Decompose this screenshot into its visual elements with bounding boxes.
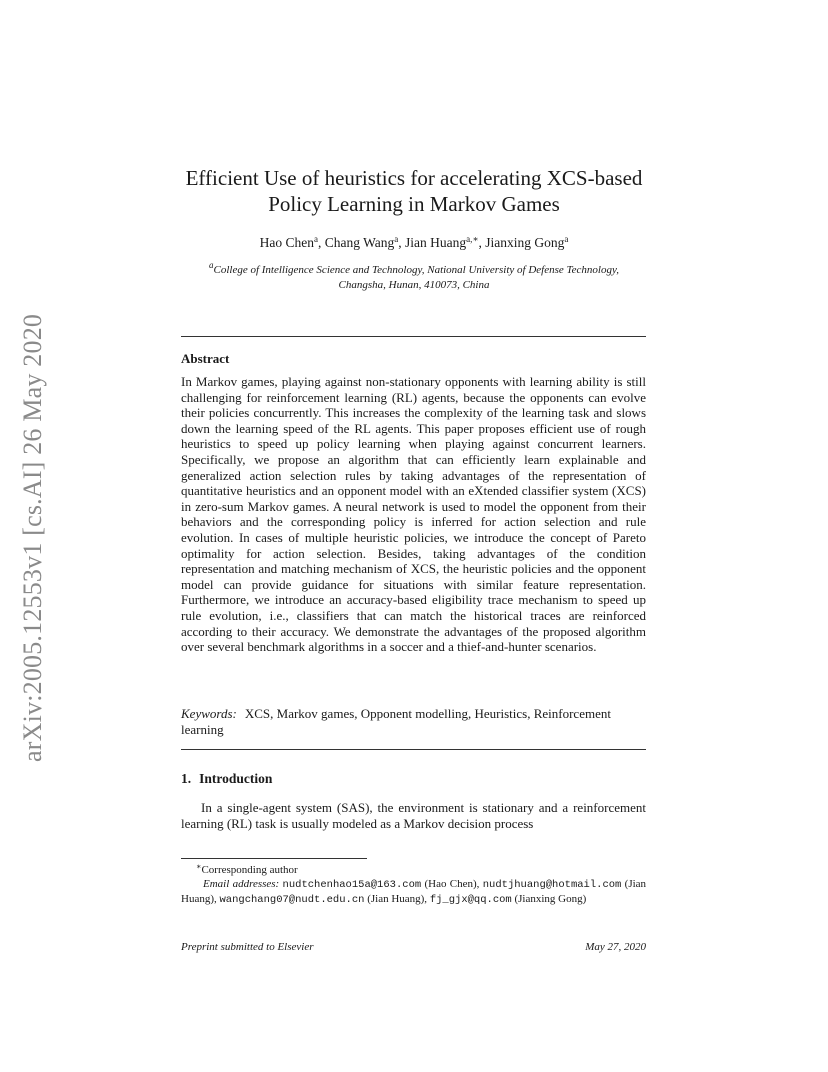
affiliation-line-2: Changsha, Hunan, 410073, China xyxy=(338,279,490,291)
section-heading xyxy=(181,771,272,787)
abstract-top-rule xyxy=(181,336,646,337)
affiliation-line-1: College of Intelligence Science and Technology, National University of Defense Technology, xyxy=(213,264,619,276)
footnote-rule xyxy=(181,858,367,859)
affiliation-mark: a xyxy=(209,260,214,270)
footnote-corresponding xyxy=(196,863,298,877)
abstract-body: In Markov games, playing against non-stationary opponents with learning ability is still challenging for reinforcement learning (RL) agents, because the opponents can evolve their policies concurrently. This increases the complexity of the learning task and slows down the learning speed of the RL agents. This paper proposes efficient use of rough heuristics to speed up policy learning when playing against concurrent learners. Specifically, we propose an algorithm that can efficiently learn explainable and generalized action selection rules by taking advantages of the representation of quantitative heuristics and an opponent model with an eXtended classifier system (XCS) in zero-sum Markov games. A neural network is used to model the opponent from their behaviors and the corresponding policy is inferred for action selection and rule evolution. In cases of multiple heuristic policies, we introduce the concept of Pareto optimality for action selection. Besides, taking advantages of the condition representation and matching mechanism of XCS, the heuristic policies and the opponent model can provide guidance for situations with similar feature representation. Furthermore, we introduce an accuracy-based eligibility trace mechanism to speed up rule evolution, i.e., classifiers that can match the historical traces are reinforced according to their accuracy. We demonstrate the advantages of the proposed algorithm over several benchmark algorithms in a soccer and a thief-and-hunter scenarios. xyxy=(181,374,646,655)
author-list: Hao Chen$^a$, Chang Wang$^a$, Jian Huang$^{a,∗}$, Jianxing Gong$^a$ xyxy=(259,234,569,250)
keywords-label: Keywords: xyxy=(181,706,237,721)
section-number: 1. xyxy=(181,771,192,786)
section-title: Introduction xyxy=(199,771,273,786)
keywords-text: XCS, Markov games, Opponent modelling, Heuristics, Reinforcement learning xyxy=(181,706,611,737)
footer-date: May 27, 2020 xyxy=(585,941,646,953)
email-label: Email addresses: xyxy=(203,878,280,890)
author-name: Hao Chen xyxy=(259,235,314,250)
arxiv-identifier: arXiv:2005.12553v1 [cs.AI] 26 May 2020 xyxy=(18,313,47,762)
footnote-mark: ∗ xyxy=(196,862,202,871)
email-link[interactable]: nudtchenhao15a@163.com xyxy=(282,879,422,891)
author-mark: a xyxy=(313,234,318,244)
keywords xyxy=(181,706,646,738)
intro-paragraph: In a single-agent system (SAS), the environment is stationary and a reinforcement learning (RL) task is usually modeled as a Markov decision process xyxy=(181,800,646,831)
email-link[interactable]: nudtjhuang@hotmail.com xyxy=(482,879,622,891)
title-line-1: Efficient Use of heuristics for accelerating XCS-based xyxy=(185,166,643,190)
email-owner: (Jianxing Gong) xyxy=(514,893,587,905)
affiliation xyxy=(150,260,678,293)
paper-title xyxy=(150,165,678,217)
abstract-heading: Abstract xyxy=(181,351,230,366)
email-link[interactable]: fj_gjx@qq.com xyxy=(429,894,512,906)
author-mark: a,∗ xyxy=(466,234,479,244)
email-link[interactable]: wangchang07@nudt.edu.cn xyxy=(219,894,365,906)
footer-preprint-note: Preprint submitted to Elsevier xyxy=(181,941,314,953)
author-mark: a xyxy=(564,234,569,244)
abstract-bottom-rule xyxy=(181,749,646,750)
footnote-corresponding-text: Corresponding author xyxy=(201,864,298,876)
footnote-emails xyxy=(181,877,646,907)
author-name: Jian Huang xyxy=(405,235,467,250)
email-owner: (Hao Chen), xyxy=(424,878,480,890)
author-name: Jianxing Gong xyxy=(485,235,565,250)
email-owner: (Jian Huang), xyxy=(181,878,647,905)
author-mark: a xyxy=(394,234,399,244)
email-owner: (Jian Huang), xyxy=(367,893,428,905)
author-name: Chang Wang xyxy=(324,235,395,250)
title-line-2: Policy Learning in Markov Games xyxy=(268,192,560,216)
